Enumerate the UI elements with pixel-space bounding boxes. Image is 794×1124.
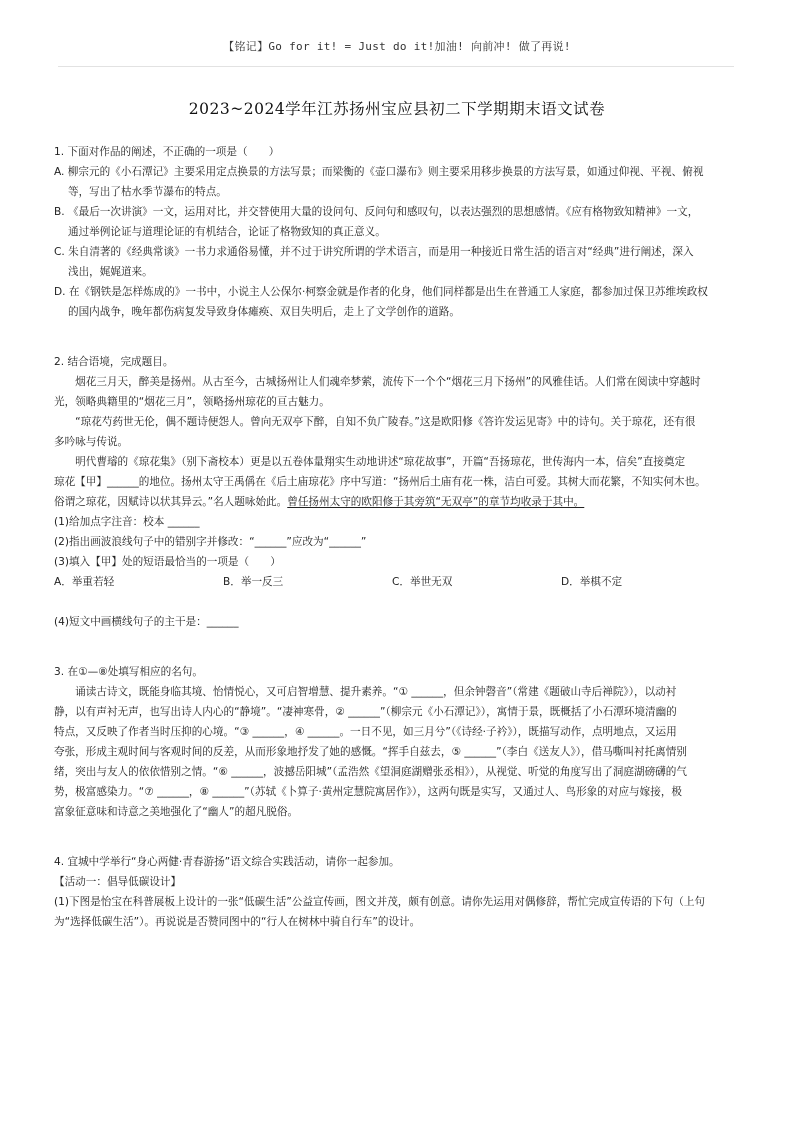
exam-content	[54, 142, 744, 932]
q3-passage-line: 夸张，形成主观时间与客观时间的反差，从而形象地抒发了她的感慨。“挥手自兹去，⑤ ______”（李白《送友人》），借马嘶叫衬托离情别	[54, 746, 687, 758]
q2-passage-line	[54, 492, 744, 512]
q2-passage-line: “琼花芍药世无伦，偶不题诗便怨人。曾向无双亭下醉，自知不负广陵春。”这是欧阳修《答许发运见寄》中的诗句。关于琼花，还有很	[54, 416, 696, 428]
question-4	[54, 852, 744, 932]
q4-activity-heading: 【活动一：倡导低碳设计】	[54, 876, 182, 888]
q2-stem: 2. 结合语境，完成题目。	[54, 356, 174, 368]
q2-choices	[54, 572, 744, 592]
q3-passage-line: 静，以有声衬无声，也写出诗人内心的“静境”。“凄神寒骨，② ______”（柳宗元《小石潭记》），寓情于景，既概括了小石潭环境清幽的	[54, 706, 677, 718]
q1-option-a-cont: 等，写出了枯水季节瀑布的特点。	[68, 186, 227, 198]
question-1	[54, 142, 744, 322]
q1-option-d-cont: 的国内战争，晚年都伤病复发导致身体瘫痪、双目失明后，走上了文学创作的道路。	[68, 306, 460, 318]
q2-choice-a: A．举重若轻	[54, 576, 115, 588]
q2-sub-2: (2)指出画波浪线句子中的错别字并修改：“______”应改为“______”	[54, 536, 367, 548]
q1-option-b-cont: 通过举例论证与道理论证的有机结合，论证了格物致知的真正意义。	[68, 226, 386, 238]
q1-option-c: C. 朱自清著的《经典常谈》一书力求通俗易懂，并不过于讲究所谓的学术语言，而是用一种接近日常生活的语言对“经典”进行阐述，深入	[54, 246, 694, 258]
q3-passage-line: 富象征意味和诗意之美地强化了“幽人”的超凡脱俗。	[54, 806, 299, 818]
q2-choice-b: B．举一反三	[223, 576, 284, 588]
q4-stem: 4. 宜城中学举行“身心两健·青春游扬”语文综合实践活动，请你一起参加。	[54, 856, 400, 868]
q4-sub-1: (1)下图是怡宝在科普展板上设计的一张“低碳生活”公益宣传画，图文并茂，颇有创意。请你先运用对偶修辞，帮忙完成宣传语的下句（上句	[54, 896, 706, 908]
q2-sub-1: (1)给加点字注音：校本 ______	[54, 516, 200, 528]
q4-sub-1-cont: 为“选择低碳生活”）。再说说是否赞同图中的“行人在树林中骑自行车”的设计。	[54, 916, 421, 928]
q2-passage-line: 明代曹璿的《琼花集》（别下斋校本）更是以五卷体量翔实生动地讲述“琼花故事”，开篇“吾扬琼花，世传海内一本，信矣”直接奠定	[54, 456, 686, 468]
q2-choice-d: D．举棋不定	[561, 576, 623, 588]
q1-option-d: D. 在《钢铁是怎样炼成的》一书中，小说主人公保尔·柯察金就是作者的化身，他们同样都是出生在普通工人家庭，都参加过保卫苏维埃政权	[54, 286, 708, 298]
q1-option-c-cont: 浅出，娓娓道来。	[68, 266, 153, 278]
q3-stem: 3. 在①—⑧处填写相应的名句。	[54, 666, 203, 678]
q3-passage-line: 诵读古诗文，既能身临其境、怡情悦心，又可启智增慧、提升素养。“① ______，但余钟磬音”（常建《题破山寺后禅院》），以动衬	[54, 686, 677, 698]
exam-title: 2023~2024学年江苏扬州宝应县初二下学期期末语文试卷	[188, 100, 606, 118]
q2-underlined-sentence: 曾任扬州太守的欧阳修于其旁筑“无双亭”的章节均收录于其中。	[287, 496, 585, 508]
q2-sub-4: (4)短文中画横线句子的主干是：______	[54, 616, 239, 628]
q3-passage-line: 绪，突出与友人的依依惜别之情。“⑥ ______，波撼岳阳城”（孟浩然《望洞庭湖赠张丞相》），从视觉、听觉的角度写出了洞庭湖磅礴的气	[54, 766, 687, 778]
q3-passage-line: 特点，又反映了作者当时压抑的心境。“③ ______，④ ______。一日不见，如三月兮”（《诗经·子衿》），既描写动作，点明地点，又运用	[54, 726, 677, 738]
page-header-motto: 【铭记】Go for it! = Just do it!加油! 向前冲! 做了再说!	[223, 40, 571, 53]
q2-passage-line: 烟花三月天，醉美是扬州。从古至今，古城扬州让人们魂牵梦萦，流传下一个个“烟花三月下扬州”的风雅佳话。人们常在阅读中穿越时	[54, 376, 701, 388]
header-divider	[58, 66, 734, 67]
q2-sub-3: (3)填入【甲】处的短语最恰当的一项是（ ）	[54, 556, 281, 568]
q3-passage-line: 势，极富感染力。“⑦ ______，⑧ ______”（苏轼《卜算子·黄州定慧院寓居作》），这两句既是实写，又通过人、鸟形象的对应与嫁接，极	[54, 786, 683, 798]
question-3	[54, 662, 744, 822]
q2-choice-c: C．举世无双	[392, 576, 453, 588]
q2-passage-line: 多吟咏与传说。	[54, 436, 129, 448]
q2-passage-text: 俗谓之琼花，因赋诗以状其异云。”名人题咏始此。	[54, 496, 288, 508]
q1-stem: 1. 下面对作品的阐述，不正确的一项是（ ）	[54, 146, 280, 158]
q2-passage-line: 琼花【甲】______的地位。扬州太守王禹偁在《后土庙琼花》序中写道：“扬州后土庙有花一株，洁白可爱。其树大而花繁，不知实何木也。	[54, 476, 706, 488]
question-2	[54, 352, 744, 632]
q1-option-a: A. 柳宗元的《小石潭记》主要采用定点换景的方法写景；而梁衡的《壶口瀑布》则主要采用移步换景的方法写景，如通过仰视、平视、俯视	[54, 166, 704, 178]
q1-option-b: B. 《最后一次讲演》一文，运用对比，并交替使用大量的设问句、反问句和感叹句，以表达强烈的思想感情。《应有格物致知精神》一文，	[54, 206, 699, 218]
q2-passage-line: 光，领略典籍里的“烟花三月”，领略扬州琼花的亘古魅力。	[54, 396, 330, 408]
